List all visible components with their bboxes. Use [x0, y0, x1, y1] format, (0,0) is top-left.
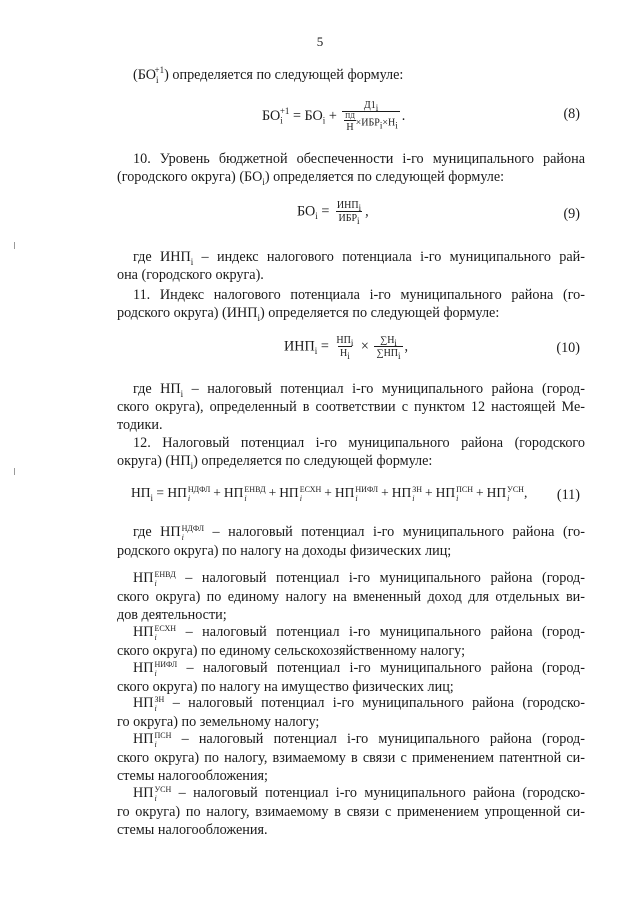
- definition-1-line-2: родского округа) по налогу на доходы физических лиц;: [117, 543, 452, 559]
- formula-9: $БО_i$ = $\frac{ИНП_i}{ИБР_i}$ ,: [297, 200, 369, 226]
- equation-number-11: (11): [556, 487, 580, 503]
- definition-2-line-1: НП ЕНВД i – налоговый потенциал i-го муниципального района (город-: [133, 569, 585, 588]
- formula-11-term: НП ЗН i: [391, 485, 423, 503]
- formula-11-term: НП НДФЛ i: [167, 485, 211, 503]
- formula-11-terms: НП НДФЛ i + НП ЕНВД i + НП ЕСХН i + НП НИФЛ i + НП ЗН i + НП ПСН i + НП УСН i: [167, 485, 524, 503]
- equation-number-8: (8): [563, 106, 580, 122]
- formula-11-term: НП УСН i: [486, 485, 524, 503]
- definition-7-line-2: го округа) по налогу, взимаемому в связи с применением упрощенной си-: [117, 804, 585, 820]
- scan-margin-mark: [14, 468, 15, 475]
- p11-line-2: родского округа) $(ИНП_i)$ определяется по следующей формуле:: [117, 305, 500, 323]
- page-number: 5: [316, 34, 324, 49]
- definition-3-line-1: НП ЕСХН i – налоговый потенциал i-го муниципального района (город-: [133, 623, 585, 642]
- formula-11: $НП_i$ = НП НДФЛ i + НП ЕНВД i + НП ЕСХН i + НП НИФЛ i + НП ЗН i + НП ПСН i + НП УСН i ,: [131, 485, 528, 503]
- definition-3-line-2: ского округа) по единому сельскохозяйственному налогу;: [117, 643, 466, 659]
- definition-2-line-3: дов деятельности;: [117, 607, 227, 623]
- definition-7-line-3: стемы налогообложения.: [117, 822, 268, 838]
- equation-number-9: (9): [563, 206, 580, 222]
- definition-6-line-1: НП ПСН i – налоговый потенциал i-го муниципального района (город-: [133, 730, 585, 749]
- formula-8: $БО_i^{+1} = БО_i$ + $Д1_i$ ПД Н $\times ИБР_i\times Н_i$ .: [262, 100, 406, 133]
- def-np-line-3: тодики.: [117, 417, 163, 433]
- definition-5-line-1: НП ЗН i – налоговый потенциал i-го муниципального района (городско-: [133, 694, 585, 713]
- formula-8-fraction: $Д1_i$ ПД Н $\times ИБР_i\times Н_i$: [342, 100, 399, 133]
- p10-line-2: (городского округа) $(БО_i)$ определяется по следующей формуле:: [117, 169, 505, 187]
- definition-4-line-2: ского округа) по налогу на имущество физических лиц;: [117, 679, 454, 695]
- p11-line-1: 11. Индекс налогового потенциала i-го муниципального района (го-: [133, 287, 585, 303]
- bo-intro-line: $(БО_i^{+1})$ определяется по следующей формуле:: [133, 65, 404, 85]
- formula-11-term: НП ЕСХН i: [279, 485, 322, 503]
- formula-10: $ИНП_i$ = $\frac{НП_i}{Н_i}$ × $\frac{\sum Н_i}{\sum НП_i}$ ,: [284, 335, 409, 361]
- p10-line-1: 10. Уровень бюджетной обеспеченности i-го муниципального района: [133, 151, 585, 167]
- definition-2-line-2: ского округа) по единому налогу на вмененный доход для отдельных ви-: [117, 589, 585, 605]
- formula-9-fraction: $\frac{ИНП_i}{ИБР_i}$: [336, 200, 362, 226]
- definition-1-line-1: где НП НДФЛ i – налоговый потенциал i-го муниципального района (го-: [133, 523, 585, 542]
- definition-7-line-1: НП УСН i – налоговый потенциал i-го муниципального района (городско-: [133, 784, 585, 803]
- formula-11-term: НП ЕНВД i: [223, 485, 266, 503]
- def-np-line-2: ского округа), определенный в соответствии с пунктом 12 настоящей Ме-: [117, 399, 585, 415]
- equation-number-10: (10): [556, 340, 580, 356]
- p12-line-2: округа) $(НП_i)$ определяется по следующей формуле:: [117, 453, 433, 471]
- definition-5-line-2: го округа) по земельному налогу;: [117, 714, 320, 730]
- def-inp-line-1: где $ИНП_i$ – индекс налогового потенциала i-го муниципального рай-: [133, 249, 585, 267]
- scan-margin-mark: [14, 242, 15, 249]
- def-np-line-1: где $НП_i$ – налоговый потенциал i-го муниципального района (город-: [133, 381, 586, 399]
- formula-11-term: НП ПСН i: [435, 485, 474, 503]
- def-inp-line-2: она (городского округа).: [117, 267, 264, 283]
- formula-11-term: НП НИФЛ i: [334, 485, 379, 503]
- definition-4-line-1: НП НИФЛ i – налоговый потенциал i-го муниципального района (город-: [133, 659, 585, 678]
- p12-line-1: 12. Налоговый потенциал i-го муниципального района (городского: [133, 435, 585, 451]
- definition-6-line-2: ского округа) по налогу, взимаемому в связи с применением патентной си-: [117, 750, 585, 766]
- definition-6-line-3: стемы налогообложения;: [117, 768, 268, 784]
